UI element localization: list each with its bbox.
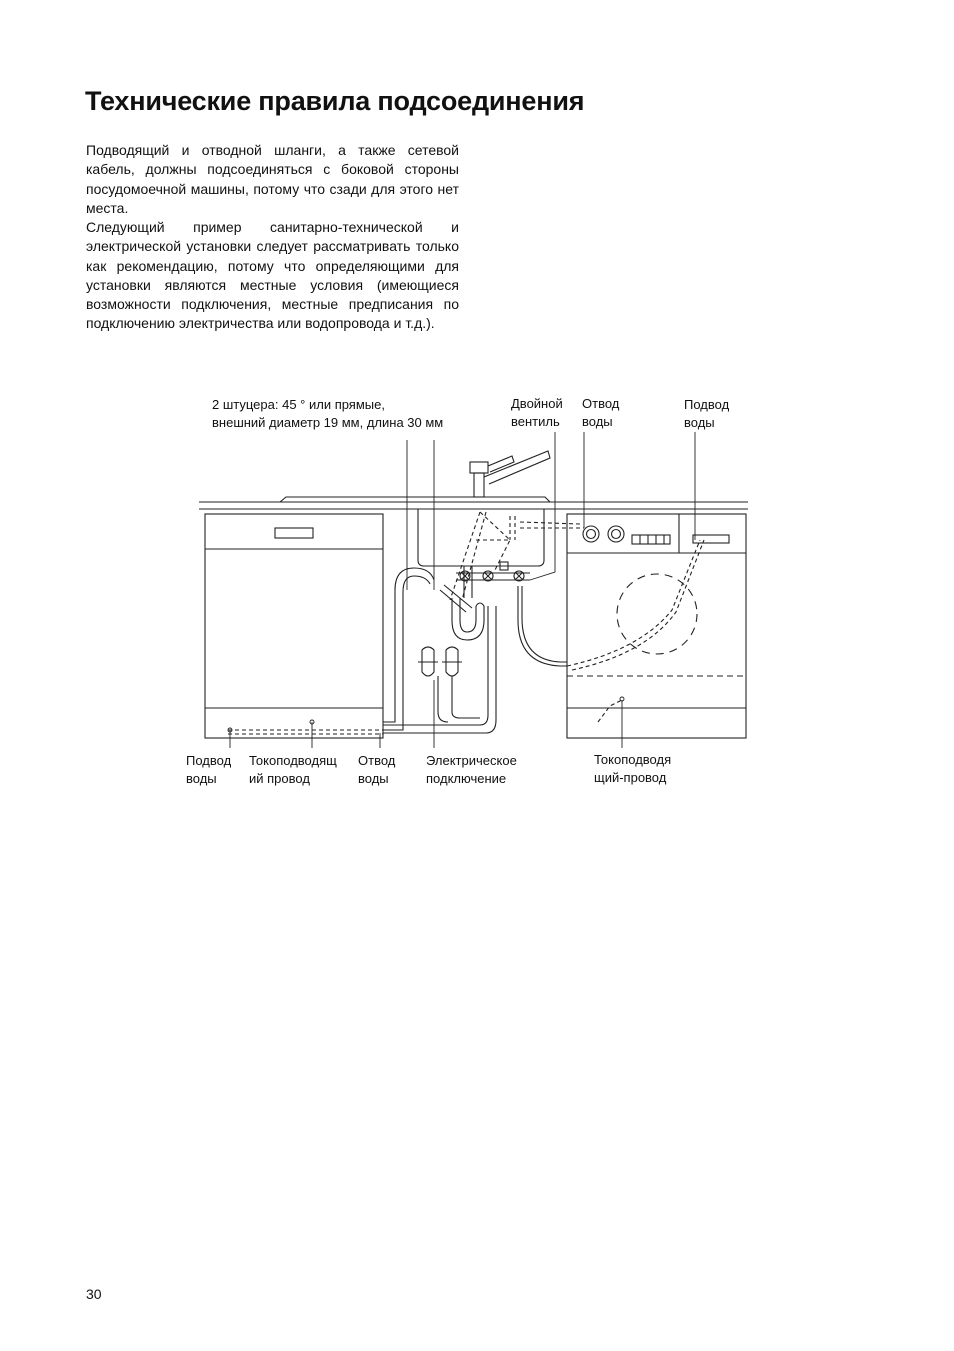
- countertop: [199, 502, 748, 509]
- faucet-icon: [470, 451, 550, 497]
- dishwasher: [205, 514, 383, 738]
- label-drain-bottom: Отвод воды: [358, 753, 396, 786]
- page-title: Технические правила подсоединения: [85, 86, 585, 116]
- paragraph-intro: Подводящий и отводной шланги, а также сетевой кабель, должны подсоединяться с боковой стороны посудомоечной машины, потому что сзади для этого нет места.: [86, 142, 459, 216]
- siphon: [440, 566, 484, 640]
- label-supply-top: Подвод воды: [684, 397, 730, 430]
- paragraph-recommendation: Следующий пример санитарно-технической и электрической установки следует рассматривать только как рекомендацию, потому что определяющими для установки являются местные условия (имеющиеся возможности подключения, местные предписания по подключению электричества или водопровода и т.д.).: [86, 219, 459, 332]
- label-drain-top: Отвод воды: [582, 396, 620, 429]
- pointer-lines: [228, 432, 695, 748]
- page-number: 30: [86, 1286, 102, 1302]
- hidden-connections: [228, 512, 704, 734]
- label-power-cable-bottom: Токоподводящ ий провод: [249, 753, 337, 786]
- double-valve: [456, 562, 530, 581]
- dishwasher-drain-hose: [383, 568, 496, 733]
- electrical-sockets: [418, 647, 480, 722]
- label-power-cable-right: Токоподводя щий-провод: [594, 752, 672, 785]
- label-supply-bottom: Подвод воды: [186, 753, 232, 786]
- label-electrical: Электрическое подключение: [426, 753, 517, 786]
- label-double-valve: Двойной вентиль: [511, 396, 563, 429]
- washer-supply-hose: [518, 586, 567, 666]
- label-fittings: 2 штуцера: 45 ° или прямые, внешний диаметр 19 мм, длина 30 мм: [212, 397, 444, 430]
